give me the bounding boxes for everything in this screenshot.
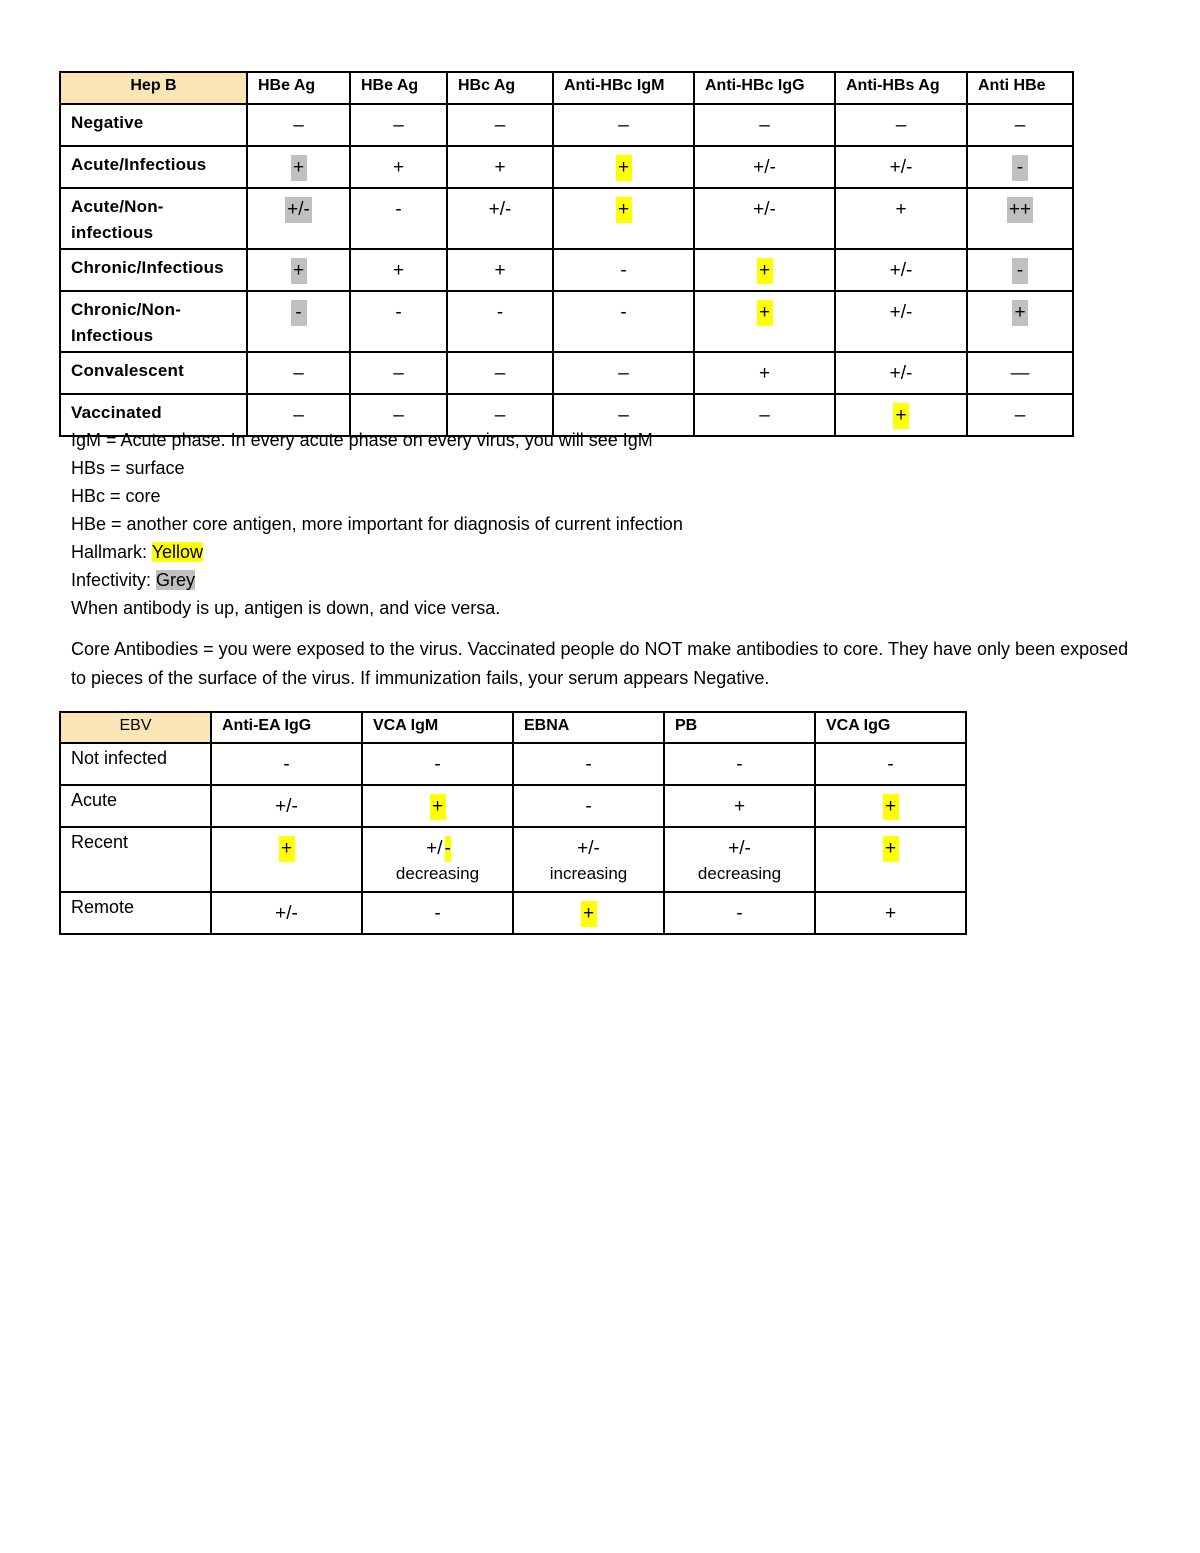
cell-trend: increasing (549, 864, 628, 883)
hallmark-label: Hallmark: (71, 542, 152, 562)
cell-value: - (434, 754, 441, 775)
cell-value: – (494, 115, 506, 136)
cell-value: + (494, 260, 506, 281)
table-cell (835, 146, 967, 188)
table-cell (553, 146, 694, 188)
table-cell (350, 146, 447, 188)
table-cell (447, 249, 553, 291)
cell-value: + (733, 796, 746, 817)
table-cell (513, 785, 664, 827)
hallmark-value: Yellow (151, 542, 204, 562)
row-label: Vaccinated (60, 394, 247, 436)
table-cell (553, 291, 694, 352)
cell-value: - (395, 302, 402, 323)
cell-value: - (1012, 155, 1028, 181)
hep-b-table (59, 71, 1074, 437)
cell-value: + (430, 794, 446, 820)
table-cell (362, 827, 513, 892)
cell-value: +/- (728, 838, 751, 859)
table-cell (247, 352, 350, 394)
row-label: Negative (60, 104, 247, 146)
row-label: Remote (60, 892, 211, 934)
cell-value: - (736, 754, 743, 775)
row-label: Not infected (60, 743, 211, 785)
cell-value: +/- (275, 903, 298, 924)
column-header: HBe Ag (247, 72, 350, 104)
cell-value: - (283, 754, 290, 775)
notes-section (71, 426, 1131, 693)
cell-value: +/ (426, 838, 443, 859)
cell-value: + (581, 901, 597, 927)
column-header: Anti-HBc IgG (694, 72, 835, 104)
table-cell (835, 104, 967, 146)
table-cell (967, 104, 1073, 146)
cell-value: – (293, 405, 304, 426)
table-cell (447, 291, 553, 352)
cell-value: - (736, 903, 743, 924)
cell-value: – (618, 405, 629, 426)
table-cell (694, 352, 835, 394)
column-header: Hep B (60, 72, 247, 104)
cell-value: – (618, 363, 629, 384)
table-cell (815, 827, 966, 892)
note-hallmark (71, 538, 1131, 566)
note-hbc: HBc = core (71, 486, 161, 506)
table-cell (211, 827, 362, 892)
column-header: VCA IgG (815, 712, 966, 743)
cell-value: +/- (285, 197, 312, 223)
table-cell (553, 249, 694, 291)
row-label: Convalescent (60, 352, 247, 394)
table-cell (967, 249, 1073, 291)
cell-value: + (392, 157, 405, 178)
column-header: EBV (60, 712, 211, 743)
cell-value: + (758, 363, 771, 384)
table-cell (664, 785, 815, 827)
cell-value: +/- (753, 199, 776, 220)
cell-value: - (620, 302, 627, 323)
cell-trend: decreasing (395, 864, 480, 883)
ebv-table-body (60, 712, 966, 934)
table-cell (694, 104, 835, 146)
table-cell (835, 352, 967, 394)
table-cell (694, 291, 835, 352)
table-row (60, 146, 1073, 188)
cell-value: – (759, 115, 770, 136)
note-infectivity (71, 566, 1131, 594)
cell-value: +/- (889, 363, 913, 384)
cell-value: – (494, 405, 506, 426)
table-cell (967, 188, 1073, 249)
table-cell (211, 785, 362, 827)
ebv-table (59, 711, 967, 935)
cell-value: - (620, 260, 627, 281)
column-header: PB (664, 712, 815, 743)
row-label: Chronic/Non-Infectious (60, 291, 247, 352)
table-cell (362, 892, 513, 934)
cell-value: + (494, 157, 506, 178)
cell-value: - (1012, 258, 1028, 284)
cell-value: – (494, 363, 506, 384)
cell-value: +/- (275, 796, 298, 817)
cell-value: – (393, 115, 404, 136)
table-cell (247, 291, 350, 352)
cell-value: + (884, 903, 897, 924)
table-cell (815, 892, 966, 934)
cell-trend: decreasing (697, 864, 782, 883)
note-hbe: HBe = another core antigen, more important for diagnosis of current infection (71, 514, 683, 534)
column-header: HBc Ag (447, 72, 553, 104)
cell-value: +/- (753, 157, 776, 178)
cell-value: ++ (1007, 197, 1033, 223)
table-cell (447, 146, 553, 188)
cell-value: +/- (488, 199, 512, 220)
table-cell (835, 188, 967, 249)
cell-value-suffix: - (445, 836, 451, 862)
cell-value: + (895, 199, 907, 220)
table-cell (350, 188, 447, 249)
cell-value: + (893, 403, 909, 429)
row-label: Acute/Non-infectious (60, 188, 247, 249)
table-cell (835, 291, 967, 352)
table-cell (350, 291, 447, 352)
header-row (60, 712, 966, 743)
table-cell (247, 104, 350, 146)
table-cell (447, 352, 553, 394)
row-label: Acute (60, 785, 211, 827)
table-cell (350, 249, 447, 291)
cell-value: + (291, 258, 307, 284)
table-cell (447, 188, 553, 249)
table-cell (362, 743, 513, 785)
table-cell (664, 743, 815, 785)
table-cell (815, 785, 966, 827)
table-cell (553, 352, 694, 394)
table-cell (553, 104, 694, 146)
table-cell (513, 743, 664, 785)
table-cell (247, 249, 350, 291)
column-header: Anti-HBc IgM (553, 72, 694, 104)
row-label: Chronic/Infectious (60, 249, 247, 291)
column-header: Anti-EA IgG (211, 712, 362, 743)
table-row (60, 892, 966, 934)
cell-value: + (757, 258, 773, 284)
cell-value: +/- (889, 260, 913, 281)
table-row (60, 188, 1073, 249)
cell-value: + (1012, 300, 1028, 326)
table-cell (247, 146, 350, 188)
cell-value: + (616, 197, 632, 223)
infectivity-label: Infectivity: (71, 570, 157, 590)
table-cell (211, 743, 362, 785)
cell-value: + (616, 155, 632, 181)
table-cell (815, 743, 966, 785)
column-header: Anti HBe (967, 72, 1073, 104)
column-header: VCA IgM (362, 712, 513, 743)
table-cell (513, 892, 664, 934)
cell-value: - (585, 754, 592, 775)
table-row (60, 249, 1073, 291)
cell-value: +/- (889, 302, 913, 323)
cell-value: – (293, 115, 304, 136)
note-core-antibodies: Core Antibodies = you were exposed to the virus. Vaccinated people do NOT make antibodies to core. They have only been exposed to pieces of the surface of the virus. If immunization fails, your serum appears Negative. (71, 639, 1129, 688)
cell-value: + (291, 155, 307, 181)
note-antibody-rule: When antibody is up, antigen is down, and vice versa. (71, 598, 501, 618)
note-igm: IgM = Acute phase. In every acute phase on every virus, you will see IgM (71, 430, 653, 450)
cell-value: +/- (577, 838, 600, 859)
cell-value: - (291, 300, 307, 326)
table-cell (362, 785, 513, 827)
table-cell (694, 249, 835, 291)
cell-value: – (759, 405, 770, 426)
table-row (60, 827, 966, 892)
infectivity-value: Grey (156, 570, 196, 590)
cell-value: +/- (889, 157, 913, 178)
table-cell (967, 291, 1073, 352)
cell-value: - (887, 754, 894, 775)
row-label: Recent (60, 827, 211, 892)
cell-value: - (585, 796, 592, 817)
table-cell (835, 249, 967, 291)
cell-value: - (434, 903, 441, 924)
cell-value: - (496, 302, 504, 323)
column-header: Anti-HBs Ag (835, 72, 967, 104)
table-row (60, 352, 1073, 394)
cell-value: + (757, 300, 773, 326)
cell-value: – (895, 115, 907, 136)
cell-value: - (395, 199, 402, 220)
table-cell (664, 827, 815, 892)
note-hbs: HBs = surface (71, 458, 185, 478)
cell-value: + (883, 836, 899, 862)
table-cell (553, 188, 694, 249)
cell-value: – (393, 405, 404, 426)
cell-value: + (279, 836, 295, 862)
row-label: Acute/Infectious (60, 146, 247, 188)
table-row (60, 104, 1073, 146)
table-cell (350, 104, 447, 146)
cell-value: – (393, 363, 404, 384)
table-cell (694, 146, 835, 188)
cell-value: – (1014, 115, 1026, 136)
table-cell (211, 892, 362, 934)
table-row (60, 785, 966, 827)
table-cell (447, 104, 553, 146)
cell-value: – (293, 363, 304, 384)
table-row (60, 743, 966, 785)
cell-value: – (1014, 405, 1026, 426)
column-header: EBNA (513, 712, 664, 743)
table-cell (513, 827, 664, 892)
cell-value: + (883, 794, 899, 820)
column-header: HBe Ag (350, 72, 447, 104)
table-row (60, 291, 1073, 352)
table-cell (967, 352, 1073, 394)
cell-value: + (392, 260, 405, 281)
header-row (60, 72, 1073, 104)
table-cell (664, 892, 815, 934)
table-cell (247, 188, 350, 249)
hep-b-table-body (60, 72, 1073, 436)
table-cell (967, 146, 1073, 188)
table-cell (350, 352, 447, 394)
table-cell (694, 188, 835, 249)
cell-value: — (1010, 363, 1030, 384)
cell-value: – (618, 115, 629, 136)
